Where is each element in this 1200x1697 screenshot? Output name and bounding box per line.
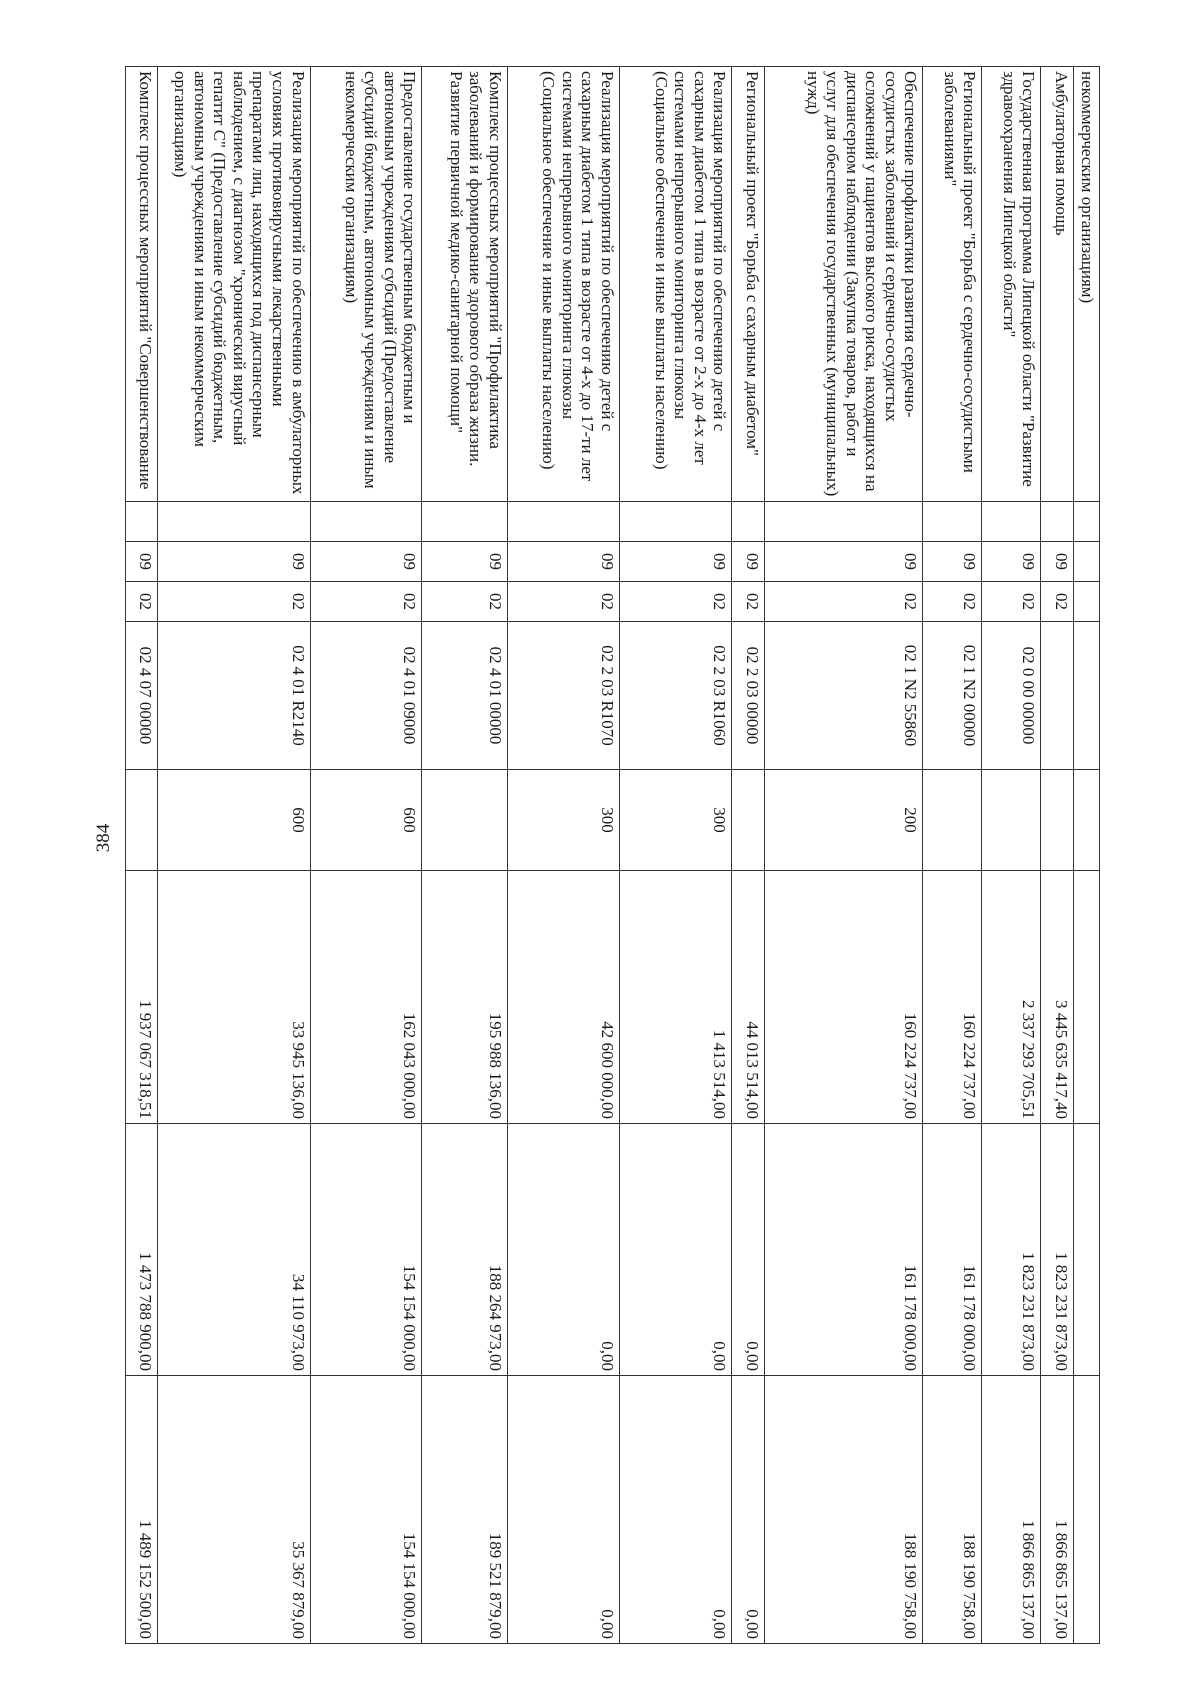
row-subsection-code: 02 bbox=[732, 582, 764, 622]
row-ministry-code bbox=[126, 502, 158, 542]
row-name: Обеспечение профилактики развития сердечно-сосудистых заболеваний и сердечно-сосудистых осложнений у пациентов высокого риска, находящихся на диспансерном наблюдении (Закупка товаров, работ и услуг для обеспечения государственных (муниципальных) нужд) bbox=[764, 67, 923, 502]
row-sum-2: 0,00 bbox=[619, 1124, 732, 1376]
row-target-code: 02 2 03 R1070 bbox=[508, 622, 620, 770]
row-name: Реализация мероприятий по обеспечению в амбулаторных условиях противовирусными лекарственными препаратами лиц, находящихся под диспансерным наблюдением, с диагнозом "хронический вирусный гепатит С" (Предоставление субсидий бюджетным, автономным учреждениям и иным некоммерческим организациям) bbox=[158, 67, 310, 502]
row-section-code bbox=[1073, 542, 1099, 582]
table-row bbox=[1073, 67, 1099, 1644]
table-row bbox=[422, 67, 508, 1644]
row-sum-2: 1 473 788 900,00 bbox=[126, 1124, 158, 1376]
row-sum-2: 188 264 973,00 bbox=[422, 1124, 508, 1376]
row-sum-1 bbox=[1073, 871, 1099, 1124]
rotated-table-wrapper bbox=[125, 66, 1100, 1643]
row-expense-type bbox=[422, 770, 508, 871]
row-subsection-code: 02 bbox=[982, 582, 1041, 622]
row-target-code bbox=[1073, 622, 1099, 770]
row-ministry-code bbox=[732, 502, 764, 542]
table-row bbox=[923, 67, 982, 1644]
row-expense-type bbox=[732, 770, 764, 871]
row-sum-1: 2 337 293 705,51 bbox=[982, 871, 1041, 1124]
row-section-code: 09 bbox=[310, 542, 422, 582]
row-subsection-code: 02 bbox=[923, 582, 982, 622]
row-section-code: 09 bbox=[126, 542, 158, 582]
row-sum-2: 0,00 bbox=[732, 1124, 764, 1376]
table-row bbox=[508, 67, 620, 1644]
row-expense-type: 300 bbox=[508, 770, 620, 871]
row-sum-3: 154 154 000,00 bbox=[310, 1376, 422, 1644]
row-sum-1: 42 600 000,00 bbox=[508, 871, 620, 1124]
row-ministry-code bbox=[619, 502, 732, 542]
row-ministry-code bbox=[310, 502, 422, 542]
row-sum-1: 160 224 737,00 bbox=[764, 871, 923, 1124]
row-expense-type: 300 bbox=[619, 770, 732, 871]
row-sum-3: 35 367 879,00 bbox=[158, 1376, 310, 1644]
row-expense-type: 600 bbox=[310, 770, 422, 871]
row-name: Комплекс процессных мероприятий "Совершенствование bbox=[126, 67, 158, 502]
row-target-code: 02 2 03 R1060 bbox=[619, 622, 732, 770]
row-name: Амбулаторная помощь bbox=[1041, 67, 1073, 502]
row-ministry-code bbox=[1041, 502, 1073, 542]
row-expense-type bbox=[126, 770, 158, 871]
row-sum-3: 1 866 865 137,00 bbox=[1041, 1376, 1073, 1644]
row-sum-2: 154 154 000,00 bbox=[310, 1124, 422, 1376]
page-number: 384 bbox=[93, 823, 114, 853]
row-subsection-code: 02 bbox=[126, 582, 158, 622]
row-sum-2: 1 823 231 873,00 bbox=[1041, 1124, 1073, 1376]
row-sum-1: 44 013 514,00 bbox=[732, 871, 764, 1124]
table-row bbox=[732, 67, 764, 1644]
row-sum-1: 195 988 136,00 bbox=[422, 871, 508, 1124]
row-ministry-code bbox=[923, 502, 982, 542]
row-sum-2: 1 823 231 873,00 bbox=[982, 1124, 1041, 1376]
row-subsection-code: 02 bbox=[422, 582, 508, 622]
row-target-code: 02 4 07 00000 bbox=[126, 622, 158, 770]
row-sum-2: 34 110 973,00 bbox=[158, 1124, 310, 1376]
row-subsection-code: 02 bbox=[1041, 582, 1073, 622]
row-sum-1: 1 413 514,00 bbox=[619, 871, 732, 1124]
row-sum-3: 0,00 bbox=[732, 1376, 764, 1644]
row-sum-2: 0,00 bbox=[508, 1124, 620, 1376]
row-expense-type bbox=[1073, 770, 1099, 871]
budget-table bbox=[125, 66, 1100, 1644]
row-section-code: 09 bbox=[764, 542, 923, 582]
row-expense-type: 200 bbox=[764, 770, 923, 871]
row-sum-3: 1 489 152 500,00 bbox=[126, 1376, 158, 1644]
row-sum-1: 3 445 635 417,40 bbox=[1041, 871, 1073, 1124]
row-expense-type bbox=[1041, 770, 1073, 871]
row-target-code: 02 4 01 R2140 bbox=[158, 622, 310, 770]
row-target-code bbox=[1041, 622, 1073, 770]
table-row bbox=[158, 67, 310, 1644]
row-ministry-code bbox=[158, 502, 310, 542]
row-ministry-code bbox=[764, 502, 923, 542]
row-section-code: 09 bbox=[158, 542, 310, 582]
row-ministry-code bbox=[422, 502, 508, 542]
row-sum-3: 188 190 758,00 bbox=[923, 1376, 982, 1644]
row-section-code: 09 bbox=[422, 542, 508, 582]
row-ministry-code bbox=[1073, 502, 1099, 542]
table-body bbox=[126, 67, 1100, 1644]
row-ministry-code bbox=[508, 502, 620, 542]
row-target-code: 02 4 01 09000 bbox=[310, 622, 422, 770]
row-sum-2: 161 178 000,00 bbox=[923, 1124, 982, 1376]
row-subsection-code: 02 bbox=[619, 582, 732, 622]
row-sum-1: 162 043 000,00 bbox=[310, 871, 422, 1124]
row-name: Комплекс процессных мероприятий "Профилактика заболеваний и формирование здорового образа жизни. Развитие первичной медико-санитарной помощи" bbox=[422, 67, 508, 502]
row-section-code: 09 bbox=[982, 542, 1041, 582]
row-name: Предоставление государственным бюджетным и автономным учреждениям субсидий (Предоставление субсидий бюджетным, автономным учреждениям и иным некоммерческим организациям) bbox=[310, 67, 422, 502]
table-row bbox=[619, 67, 732, 1644]
row-sum-3 bbox=[1073, 1376, 1099, 1644]
row-name: Региональный проект "Борьба с сердечно-сосудистыми заболеваниями" bbox=[923, 67, 982, 502]
row-expense-type bbox=[982, 770, 1041, 871]
table-row bbox=[982, 67, 1041, 1644]
row-subsection-code: 02 bbox=[310, 582, 422, 622]
row-sum-1: 1 937 067 318,51 bbox=[126, 871, 158, 1124]
row-sum-3: 0,00 bbox=[619, 1376, 732, 1644]
row-name: Реализация мероприятий по обеспечению детей с сахарным диабетом 1 типа в возрасте от 4-х до 17-ти лет системами непрерывного мониторинга глюкозы (Социальное обеспечение и иные выплаты населению) bbox=[508, 67, 620, 502]
row-target-code: 02 2 03 00000 bbox=[732, 622, 764, 770]
row-name: некоммерческим организациям) bbox=[1073, 67, 1099, 502]
row-expense-type bbox=[923, 770, 982, 871]
row-target-code: 02 4 01 00000 bbox=[422, 622, 508, 770]
row-sum-1: 160 224 737,00 bbox=[923, 871, 982, 1124]
row-sum-2 bbox=[1073, 1124, 1099, 1376]
row-section-code: 09 bbox=[923, 542, 982, 582]
row-name: Региональный проект "Борьба с сахарным диабетом" bbox=[732, 67, 764, 502]
row-sum-3: 0,00 bbox=[508, 1376, 620, 1644]
row-section-code: 09 bbox=[732, 542, 764, 582]
row-section-code: 09 bbox=[508, 542, 620, 582]
row-expense-type: 600 bbox=[158, 770, 310, 871]
row-name: Государственная программа Липецкой области "Развитие здравоохранения Липецкой области" bbox=[982, 67, 1041, 502]
row-subsection-code: 02 bbox=[158, 582, 310, 622]
row-subsection-code: 02 bbox=[508, 582, 620, 622]
row-subsection-code bbox=[1073, 582, 1099, 622]
row-target-code: 02 1 N2 55860 bbox=[764, 622, 923, 770]
row-target-code: 02 1 N2 00000 bbox=[923, 622, 982, 770]
row-name: Реализация мероприятий по обеспечению детей с сахарным диабетом 1 типа в возрасте от 2-х до 4-х лет системами непрерывного мониторинга глюкозы (Социальное обеспечение и иные выплаты населению) bbox=[619, 67, 732, 502]
row-subsection-code: 02 bbox=[764, 582, 923, 622]
row-sum-3: 1 866 865 137,00 bbox=[982, 1376, 1041, 1644]
row-ministry-code bbox=[982, 502, 1041, 542]
row-sum-3: 188 190 758,00 bbox=[764, 1376, 923, 1644]
table-row bbox=[764, 67, 923, 1644]
row-sum-1: 33 945 136,00 bbox=[158, 871, 310, 1124]
table-row bbox=[126, 67, 158, 1644]
row-section-code: 09 bbox=[619, 542, 732, 582]
row-target-code: 02 0 00 00000 bbox=[982, 622, 1041, 770]
row-section-code: 09 bbox=[1041, 542, 1073, 582]
row-sum-2: 161 178 000,00 bbox=[764, 1124, 923, 1376]
row-sum-3: 189 521 879,00 bbox=[422, 1376, 508, 1644]
table-row bbox=[1041, 67, 1073, 1644]
table-row bbox=[310, 67, 422, 1644]
